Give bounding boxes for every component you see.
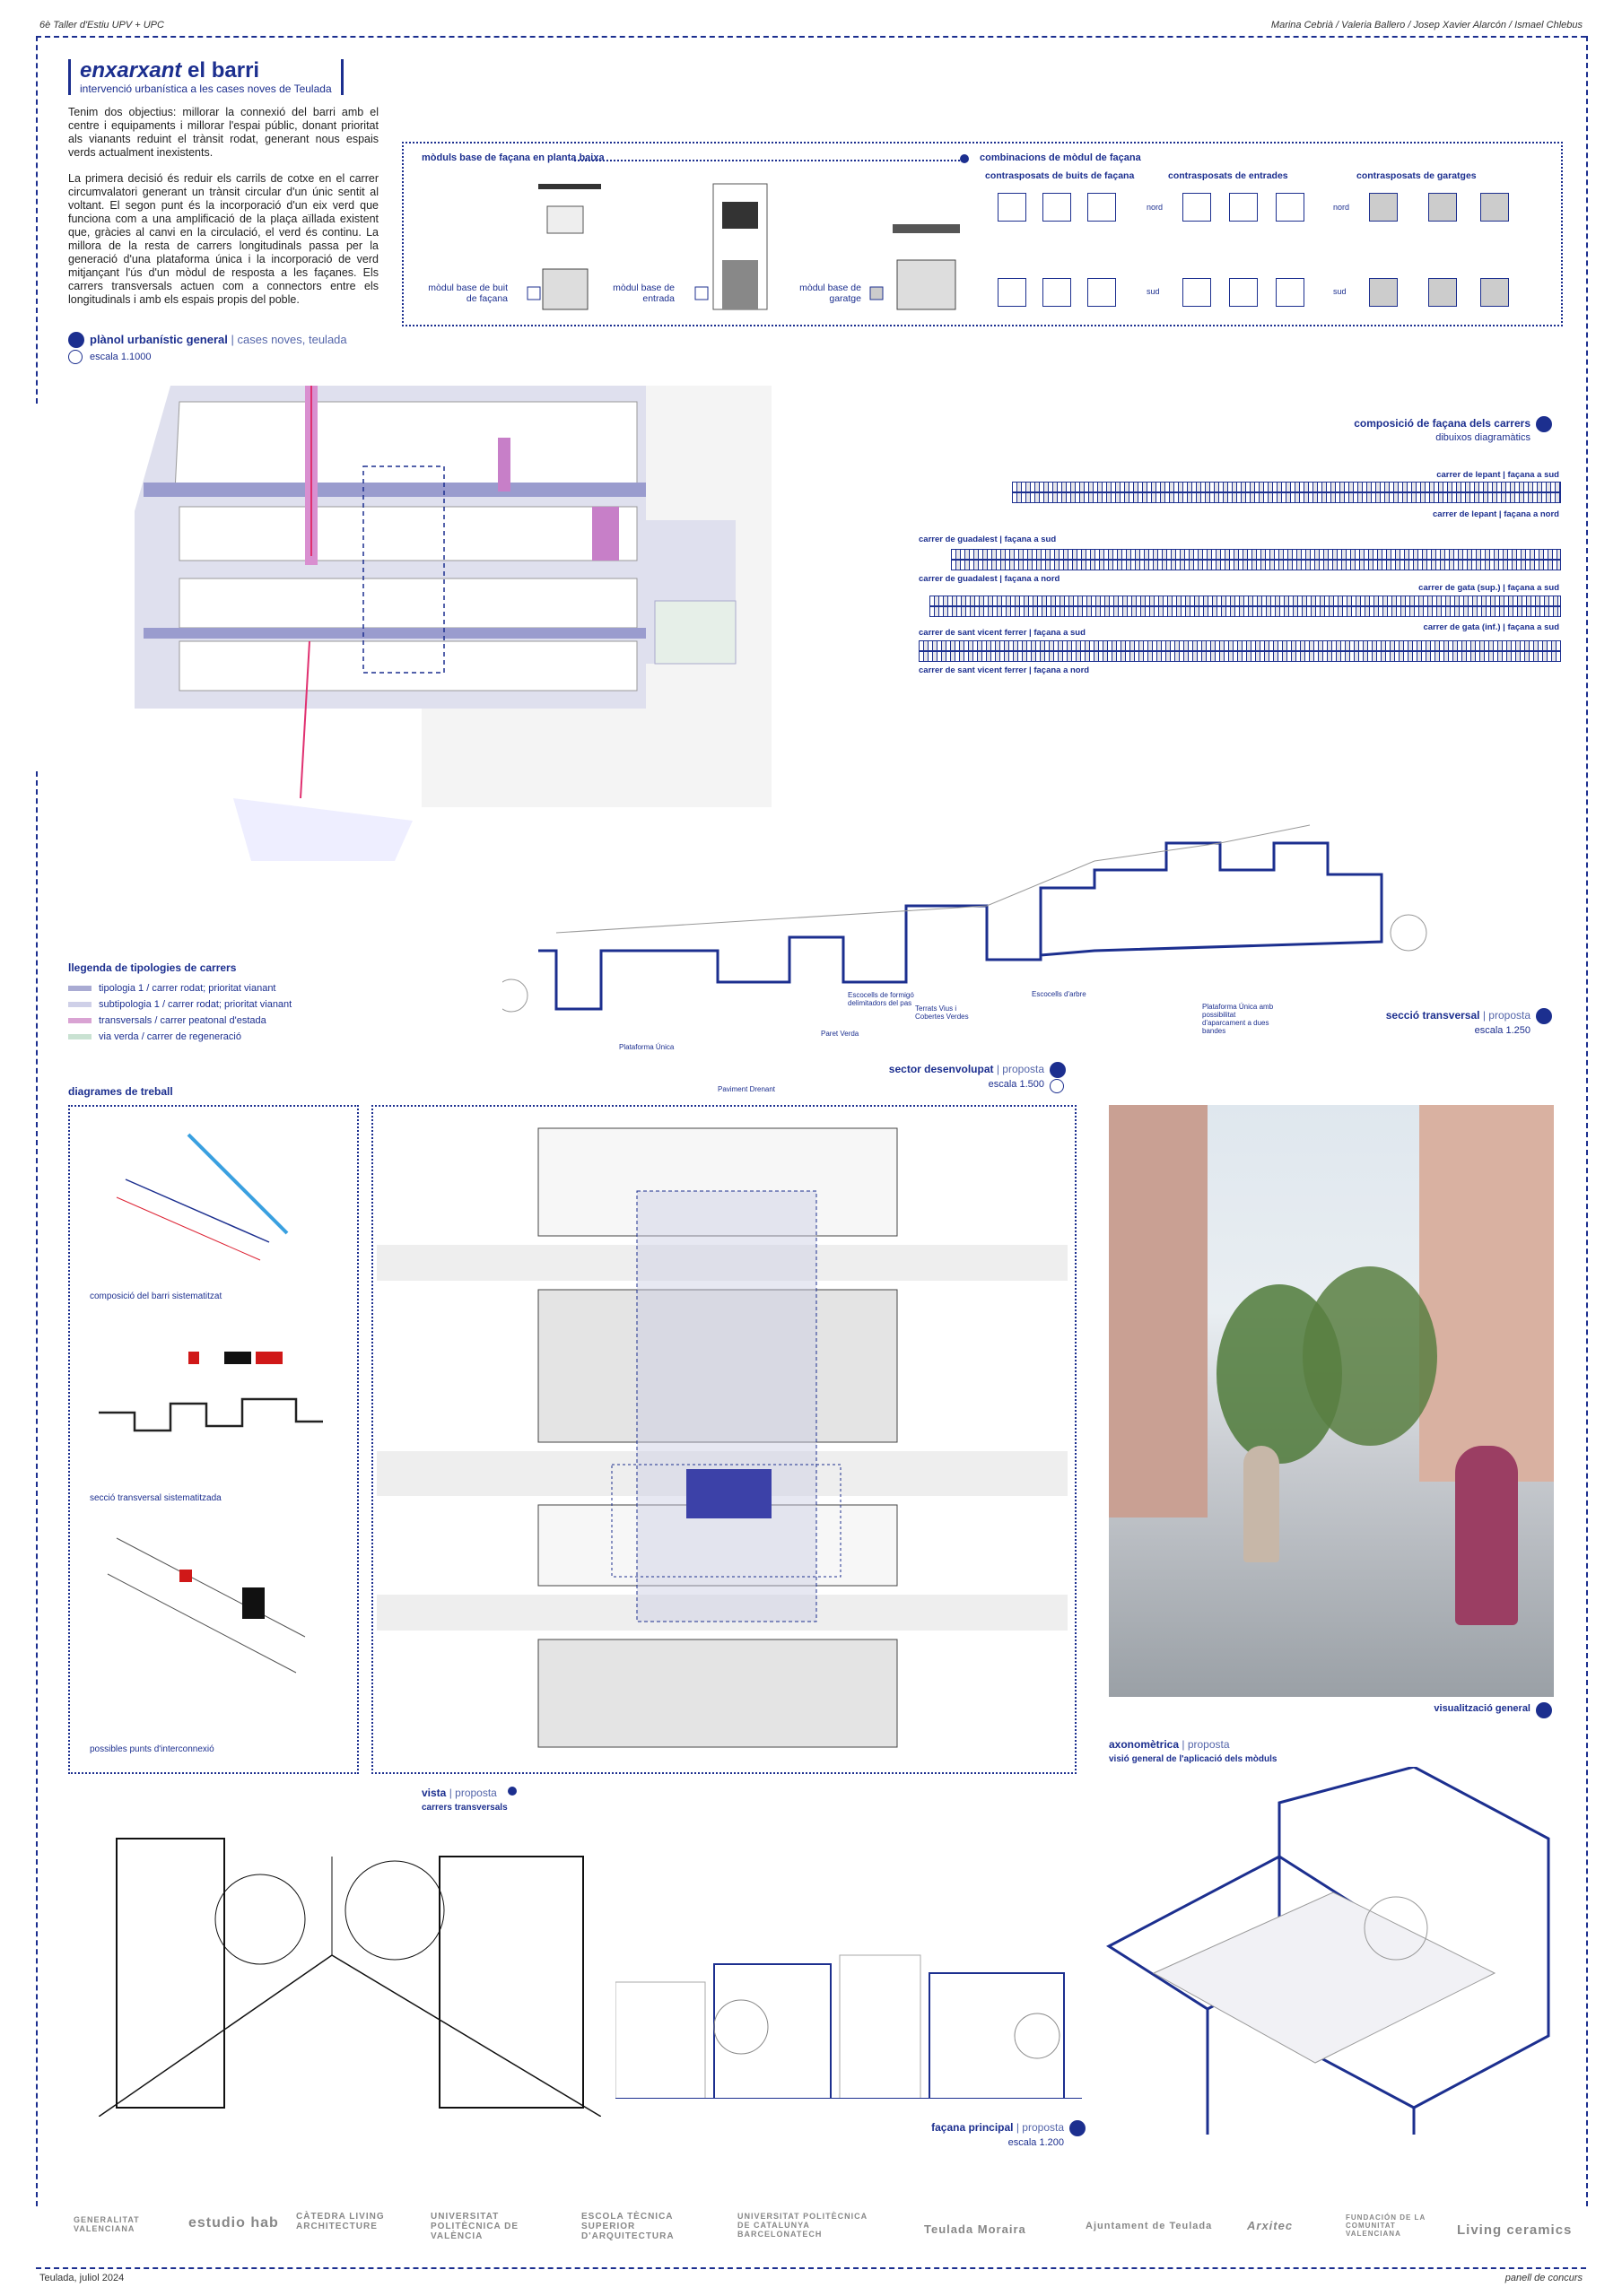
logo-ajuntament: Ajuntament de Teulada bbox=[1086, 2221, 1213, 2231]
street-label: carrer de guadalest | façana a nord bbox=[919, 574, 1060, 584]
logo-arxitec: Arxitec bbox=[1247, 2219, 1294, 2232]
sector-scale-icon bbox=[1050, 1079, 1064, 1093]
modules-dot bbox=[960, 154, 969, 163]
left-frame bbox=[36, 36, 38, 404]
street-label: carrer de gata (sup.) | façana a sud bbox=[1418, 583, 1559, 593]
module-entrada-icon bbox=[695, 287, 708, 300]
sector-block bbox=[538, 1639, 897, 1747]
section-roof-line bbox=[556, 825, 1310, 933]
facade-principal bbox=[615, 1928, 1082, 2099]
section-note: Paviment Drenant bbox=[718, 1085, 776, 1093]
logo-estudio-hab: estudio hab bbox=[188, 2215, 279, 2231]
facade-house bbox=[840, 1955, 920, 2099]
logo-living-ceramics: Living ceramics bbox=[1457, 2222, 1573, 2238]
module-buit-icon bbox=[528, 287, 540, 300]
facade-strip bbox=[919, 651, 1561, 662]
facade-strip bbox=[1012, 492, 1561, 503]
visualization-render bbox=[1109, 1105, 1554, 1697]
comb-mod bbox=[1276, 193, 1304, 222]
legend-swatch bbox=[68, 1002, 92, 1007]
street-label: carrer de lepant | façana a nord bbox=[1433, 509, 1559, 519]
render-person bbox=[1243, 1446, 1279, 1562]
header-left: 6è Taller d'Estiu UPV + UPC bbox=[39, 20, 164, 30]
module-buit-top bbox=[538, 184, 601, 189]
sketch-red bbox=[179, 1570, 192, 1582]
logo-teulada-moraira: Teulada Moraira bbox=[924, 2222, 1026, 2236]
title-subtitle: intervenció urbanística a les cases noves de Teulada bbox=[80, 83, 332, 95]
logo-catedra: CÀTEDRA LIVING ARCHITECTURE bbox=[296, 2212, 385, 2231]
render-tree bbox=[1303, 1266, 1437, 1446]
module-buit-window bbox=[547, 206, 583, 233]
facade-strip bbox=[1012, 482, 1561, 492]
sector-dot bbox=[1050, 1062, 1066, 1078]
facade-tree bbox=[1015, 2013, 1060, 2058]
sketch-red bbox=[188, 1352, 199, 1364]
comb-mod bbox=[1369, 278, 1398, 307]
plan-transversal bbox=[498, 438, 510, 491]
facade-house bbox=[714, 1964, 831, 2099]
axon-plaza bbox=[1154, 1892, 1495, 2063]
sketch-perspective bbox=[99, 1955, 601, 2117]
logo-etsa: ESCOLA TÈCNICA SUPERIOR D'ARQUITECTURA bbox=[581, 2212, 675, 2241]
facades-dot bbox=[1536, 416, 1552, 432]
sector-focus bbox=[637, 1191, 816, 1622]
section-note: Escocells d'arbre bbox=[1032, 990, 1086, 998]
render-building-left bbox=[1109, 1105, 1208, 1518]
legend-list bbox=[68, 983, 292, 1048]
facade-main-dot bbox=[1069, 2120, 1086, 2136]
plan-green-area bbox=[655, 601, 736, 664]
intro-p1: Tenim dos objectius: millorar la connexió del barri amb el centre i equipaments i millorar l'espai públic, donant prioritat als vianants reduint el trànsit rodat, generant nous espais verds actualment inexistents. bbox=[68, 106, 379, 159]
comb-mod bbox=[1182, 278, 1211, 307]
sketch-red bbox=[256, 1352, 283, 1364]
module-garatge-door bbox=[897, 260, 955, 309]
vista-title: vista | proposta bbox=[422, 1787, 497, 1799]
right-frame bbox=[1586, 36, 1588, 2206]
left-frame-lower bbox=[36, 771, 38, 2206]
street-label: carrer de guadalest | façana a sud bbox=[919, 535, 1057, 544]
comb-mod bbox=[1480, 278, 1509, 307]
plan-block bbox=[179, 641, 637, 691]
section-note: Plataforma Única bbox=[619, 1043, 675, 1051]
title-italic: enxarxant bbox=[80, 58, 182, 83]
diagram-caption-3: possibles punts d'interconnexió bbox=[90, 1744, 214, 1754]
comb-mod bbox=[998, 193, 1026, 222]
comb-mod bbox=[1480, 193, 1509, 222]
facade-tree bbox=[714, 2000, 768, 2054]
axon-title: axonomètrica | proposta bbox=[1109, 1738, 1230, 1751]
plan-dot bbox=[68, 332, 84, 348]
vista-subtitle: carrers transversals bbox=[422, 1803, 508, 1813]
facade-strip bbox=[951, 549, 1561, 560]
nord-label-2: nord bbox=[1333, 203, 1350, 212]
modules-dashline bbox=[574, 160, 960, 161]
title-block bbox=[68, 59, 344, 95]
street-label: carrer de sant vicent ferrer | façana a sud bbox=[919, 628, 1086, 638]
facade-house bbox=[929, 1973, 1064, 2099]
header-right: Marina Cebrià / Valeria Ballero / Josep Xavier Alarcón / Ismael Chlebus bbox=[1270, 20, 1583, 30]
nord-label-1: nord bbox=[1147, 203, 1164, 212]
urban-plan bbox=[117, 332, 772, 861]
diagram-caption-1: composició del barri sistematitzat bbox=[90, 1292, 222, 1301]
street-label: carrer de sant vicent ferrer | façana a nord bbox=[919, 665, 1090, 675]
plan-street-lepant bbox=[144, 483, 646, 497]
comb-mod bbox=[1276, 278, 1304, 307]
plan-title: plànol urbanístic general | cases noves, teulada bbox=[90, 333, 347, 346]
footer-right: panell de concurs bbox=[1504, 2273, 1583, 2283]
vista-dot bbox=[508, 1787, 517, 1796]
legend-row: tipologia 1 / carrer rodat; prioritat vianant bbox=[68, 983, 292, 994]
facade-strip bbox=[919, 640, 1561, 651]
comb-mod bbox=[1087, 193, 1116, 222]
comb-mod bbox=[1182, 193, 1211, 222]
module-entrada-label: mòdul base de entrada bbox=[613, 283, 675, 304]
logo-generalitat: GENERALITAT VALENCIANA bbox=[74, 2215, 140, 2233]
section-note: Paret Verda bbox=[821, 1030, 859, 1038]
section-dot bbox=[1536, 1008, 1552, 1024]
facade-main-scale: escala 1.200 bbox=[1007, 2137, 1064, 2148]
facades-subtitle: dibuixos diagramàtics bbox=[1435, 432, 1530, 443]
diagram-sketches bbox=[90, 1117, 341, 1744]
sketch-line bbox=[117, 1538, 305, 1637]
logo-upc: UNIVERSITAT POLITÈCNICA DE CATALUNYA BARCELONATECH bbox=[737, 2212, 868, 2239]
sud-label-1: sud bbox=[1147, 287, 1160, 296]
comb-mod bbox=[998, 278, 1026, 307]
sketch-line bbox=[108, 1574, 296, 1673]
comb-title-3: contrasposats de garatges bbox=[1356, 170, 1477, 181]
comb-mod bbox=[1369, 193, 1398, 222]
comb-mod bbox=[1042, 278, 1071, 307]
vista-sketch bbox=[99, 1821, 601, 2117]
comb-title-2: contrasposats de entrades bbox=[1168, 170, 1288, 181]
axon-subtitle: visió general de l'aplicació dels mòduls bbox=[1109, 1754, 1278, 1764]
plan-block bbox=[175, 402, 637, 491]
plan-block bbox=[179, 507, 637, 561]
scale-icon bbox=[68, 350, 83, 364]
sketch-tree bbox=[215, 1874, 305, 1964]
diagram-caption-2: secció transversal sistematitzada bbox=[90, 1493, 222, 1503]
module-entrada-window bbox=[722, 202, 758, 229]
logo-upv: UNIVERSITAT POLITÈCNICA DE VALÈNCIA bbox=[431, 2212, 519, 2241]
module-garatge-label: mòdul base de garatge bbox=[799, 283, 861, 304]
plan-street-sant-vicent bbox=[144, 628, 646, 639]
visual-caption: visualització general bbox=[1434, 1703, 1530, 1714]
comb-mod bbox=[1042, 193, 1071, 222]
sketch-section bbox=[99, 1399, 323, 1431]
intro-p2: La primera decisió és reduir els carrils de cotxe en el carrer circumvalatori generant un trànsit circular d'un únic sentit al voltant. El segon punt és la incorporació d'un eix verd que funciona com a una amplificació de la plaça aïllada existent que, gràcies al canvi en la circulació, el verd és continu. La millora de la resta de carrers longitudinals passa per la generació d'una plataforma única i la incorporació de verd mitjançant l'ús d'un mòdul de resposta a les façanes. Els carrers transversals actuen com a connectors entre els longitudinals i amb els espais propis del poble. bbox=[68, 172, 379, 306]
sector-scale: escala 1.500 bbox=[988, 1079, 1044, 1090]
comb-mod bbox=[1087, 278, 1116, 307]
legend-swatch bbox=[68, 1034, 92, 1039]
facade-strip bbox=[929, 606, 1561, 617]
top-divider bbox=[36, 36, 1586, 38]
plan-bottom-plaza bbox=[233, 798, 413, 861]
bottom-divider bbox=[36, 2267, 1586, 2269]
sud-label-2: sud bbox=[1333, 287, 1347, 296]
sketch-tree bbox=[345, 1861, 444, 1960]
footer-left: Teulada, juliol 2024 bbox=[39, 2273, 125, 2283]
sketch-black bbox=[242, 1587, 265, 1619]
module-garatge-top bbox=[893, 224, 960, 233]
facade-strip bbox=[951, 560, 1561, 570]
legend-row: subtipologia 1 / carrer rodat; prioritat vianant bbox=[68, 999, 292, 1010]
modules-comb-title: combinacions de mòdul de façana bbox=[980, 152, 1141, 163]
sector-highlight bbox=[686, 1469, 772, 1518]
plan-block bbox=[179, 578, 637, 628]
legend-row: transversals / carrer peatonal d'estada bbox=[68, 1015, 292, 1026]
render-building-right bbox=[1419, 1105, 1554, 1482]
module-garatge-icon bbox=[870, 287, 883, 300]
section-tree bbox=[502, 979, 528, 1012]
module-buit-label: mòdul base de buit de façana bbox=[428, 283, 508, 304]
comb-mod bbox=[1229, 193, 1258, 222]
section-note: Terrats Vius i Cobertes Verdes bbox=[915, 1004, 969, 1021]
legend-swatch bbox=[68, 986, 92, 991]
comb-mod bbox=[1229, 278, 1258, 307]
sketch-line bbox=[188, 1135, 287, 1233]
legend-title: llegenda de tipologies de carrers bbox=[68, 961, 237, 974]
facade-strip bbox=[929, 596, 1561, 606]
comb-mod bbox=[1428, 278, 1457, 307]
section-note: Escocells de formigó delimitadors del pas bbox=[848, 991, 914, 1007]
visual-dot bbox=[1536, 1702, 1552, 1718]
legend-swatch bbox=[68, 1018, 92, 1023]
facade-house bbox=[615, 1982, 705, 2099]
module-buit-door bbox=[543, 269, 588, 309]
street-label: carrer de gata (inf.) | façana a sud bbox=[1423, 622, 1559, 632]
sector-title: sector desenvolupat | proposta bbox=[888, 1063, 1044, 1075]
sketch-building bbox=[440, 1857, 583, 2108]
sector-plan bbox=[377, 1110, 1068, 1765]
axonometric bbox=[1100, 1767, 1566, 2144]
comb-mod bbox=[1428, 193, 1457, 222]
legend-row: via verda / carrer de regeneració bbox=[68, 1031, 292, 1042]
comb-title-1: contrasposats de buits de façana bbox=[985, 170, 1135, 181]
plan-transversal bbox=[592, 507, 619, 561]
section-scale: escala 1.250 bbox=[1474, 1025, 1530, 1036]
sketch-black bbox=[224, 1352, 251, 1364]
title-rest: el barri bbox=[181, 58, 260, 83]
logo-fundacion: FUNDACIÓN DE LA COMUNITAT VALENCIANA bbox=[1346, 2213, 1426, 2238]
diagrams-title: diagrames de treball bbox=[68, 1085, 173, 1098]
facades-title: composició de façana dels carrers bbox=[1354, 417, 1530, 430]
intro-text bbox=[68, 106, 379, 319]
section-tree bbox=[1391, 915, 1426, 951]
module-entrada-door bbox=[722, 260, 758, 309]
plan-scale: escala 1.1000 bbox=[90, 352, 152, 362]
render-person bbox=[1455, 1446, 1518, 1625]
section-note: Plataforma Única amb possibilitat d'aparcament a dues bandes bbox=[1202, 1003, 1274, 1035]
modules-base-title: mòduls base de façana en planta baixa bbox=[422, 152, 605, 163]
facade-main-title: façana principal | proposta bbox=[931, 2121, 1064, 2134]
section-title: secció transversal | proposta bbox=[1385, 1009, 1530, 1022]
street-label: carrer de lepant | façana a sud bbox=[1436, 470, 1559, 480]
